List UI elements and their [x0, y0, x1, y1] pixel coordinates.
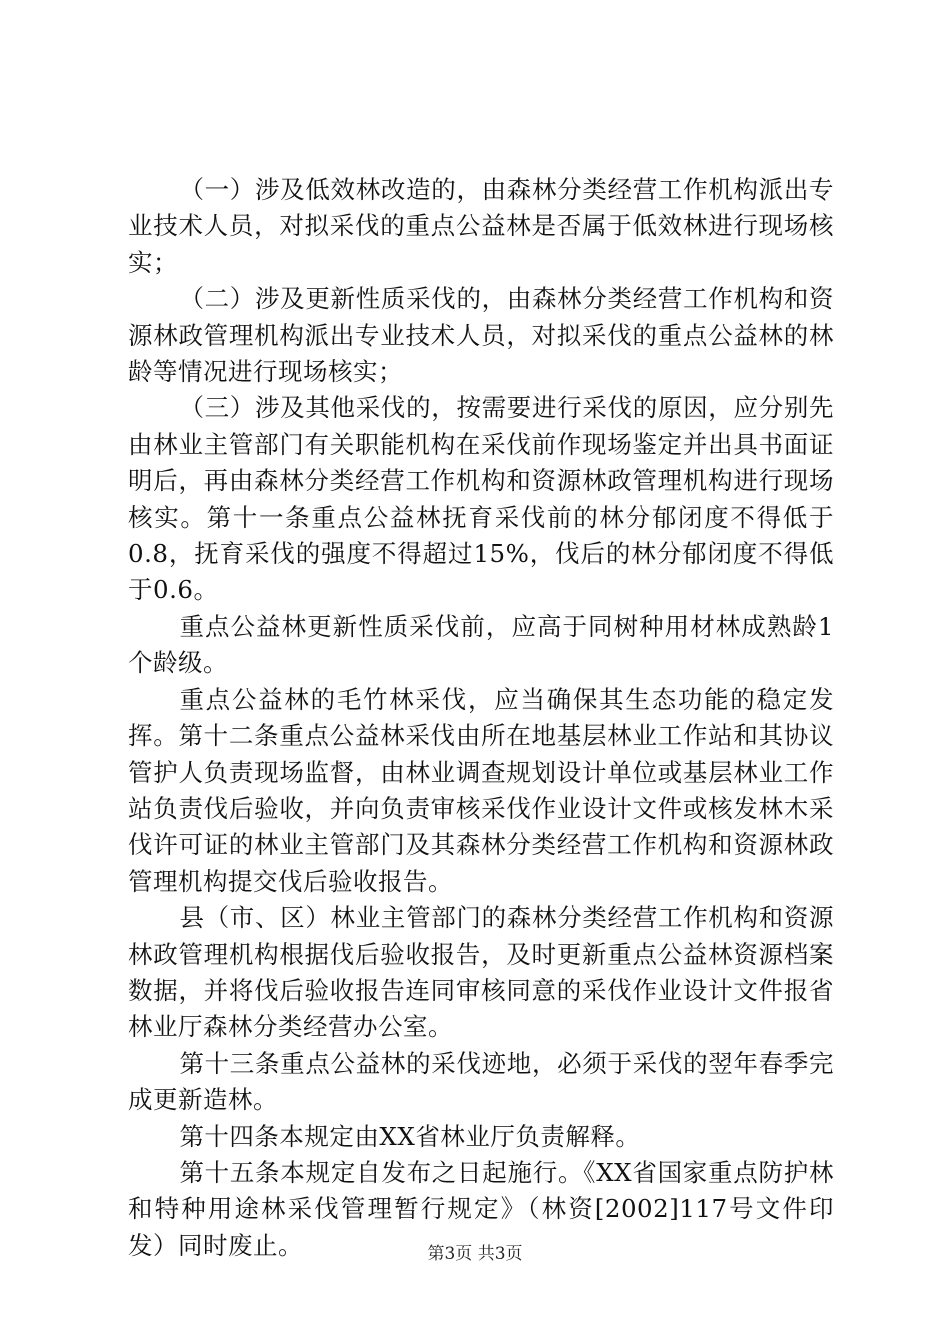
paragraph: （三）涉及其他采伐的，按需要进行采伐的原因，应分别先由林业主管部门有关职能机构在采伐前作现场鉴定并出具书面证明后，再由森林分类经营工作机构和资源林政管理机构进行现场核实。第十一条重点公益林抚育采伐前的林分郁闭度不得低于0.8，抚育采伐的强度不得超过15%，伐后的林分郁闭度不得低于0.6。: [128, 393, 834, 605]
paragraph: 第十五条本规定自发布之日起施行。《XX省国家重点防护林和特种用途林采伐管理暂行规定》（林资[2002]117号文件印发）同时废止。: [128, 1157, 834, 1260]
paragraph: （二）涉及更新性质采伐的，由森林分类经营工作机构和资源林政管理机构派出专业技术人员，对拟采伐的重点公益林的林龄等情况进行现场核实；: [128, 284, 834, 387]
paragraph: 县（市、区）林业主管部门的森林分类经营工作机构和资源林政管理机构根据伐后验收报告，及时更新重点公益林资源档案数据，并将伐后验收报告连同审核同意的采伐作业设计文件报省林业厅森林分类经营办公室。: [128, 903, 834, 1042]
paragraph: 第十三条重点公益林的采伐迹地，必须于采伐的翌年春季完成更新造林。: [128, 1048, 834, 1115]
paragraph: （一）涉及低效林改造的，由森林分类经营工作机构派出专业技术人员，对拟采伐的重点公益林是否属于低效林进行现场核实；: [128, 175, 834, 277]
page-number-footer: 第3页 共3页: [427, 1244, 523, 1264]
paragraph: 重点公益林的毛竹林采伐，应当确保其生态功能的稳定发挥。第十二条重点公益林采伐由所在地基层林业工作站和其协议管护人负责现场监督，由林业调查规划设计单位或基层林业工作站负责伐后验收，并向负责审核采伐作业设计文件或核发林木采伐许可证的林业主管部门及其森林分类经营工作机构和资源林政管理机构提交伐后验收报告。: [128, 684, 834, 896]
paragraph: 第十四条本规定由XX省林业厅负责解释。: [179, 1121, 641, 1151]
document-body: [128, 172, 834, 1264]
paragraph: 重点公益林更新性质采伐前，应高于同树种用材林成熟龄1个龄级。: [128, 611, 834, 678]
